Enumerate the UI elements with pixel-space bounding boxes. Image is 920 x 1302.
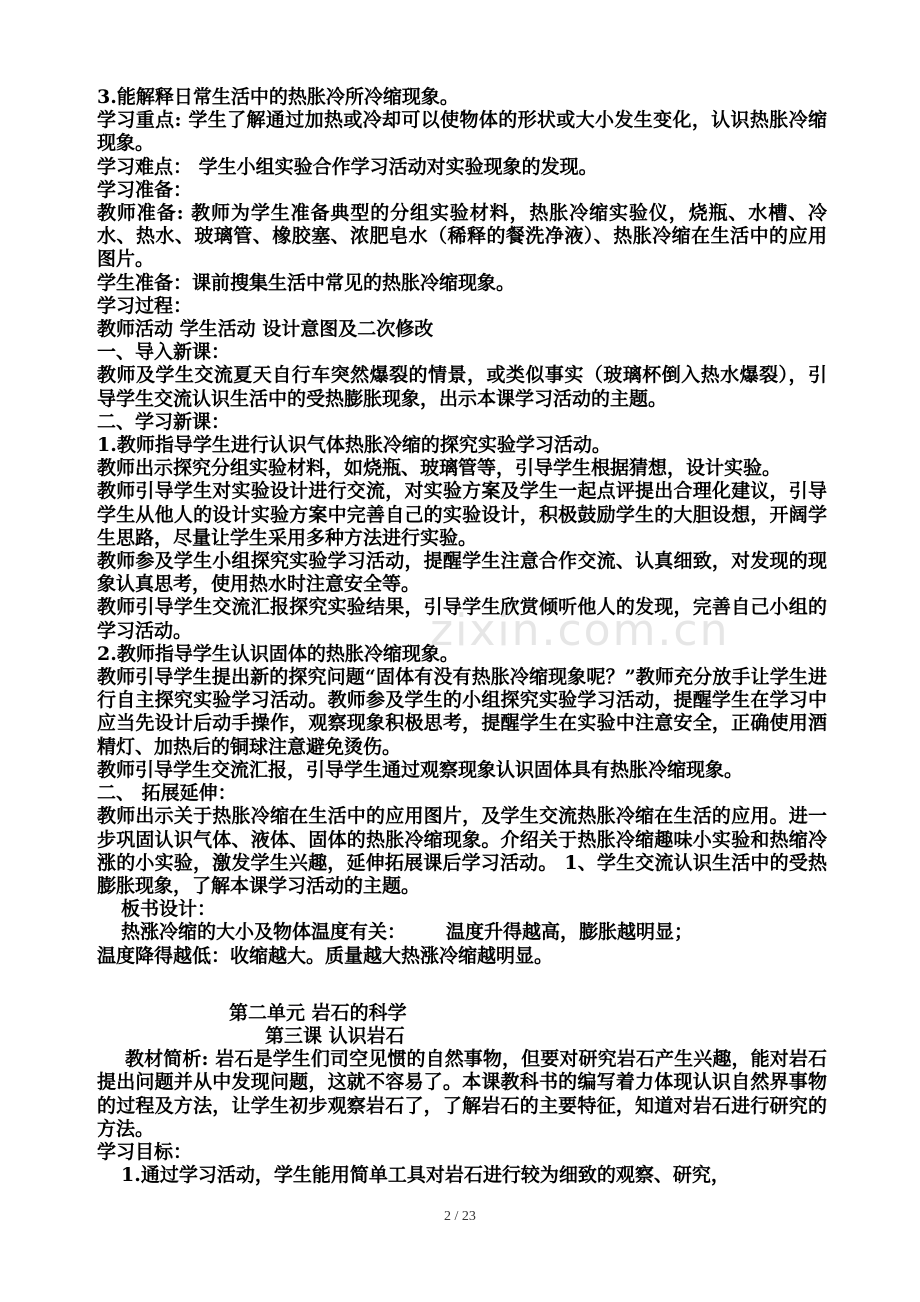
board-design-line-1a: 热涨冷缩的大小及物体温度有关：: [121, 921, 407, 944]
unit-title: 第二单元 岩石的科学: [229, 1001, 407, 1024]
objectives-heading: 学习目标：: [97, 1140, 193, 1163]
section-extension-heading: 二、 拓展延伸：: [97, 782, 237, 805]
student-preparation: 学生准备：课前搜集生活中常见的热胀冷缩现象。: [97, 271, 516, 294]
gas-paragraph-2: 教师引导学生对实验设计进行交流，对实验方案及学生一起点评提出合理化建议，引导学生从他人的设计实验方案中完善自己的实验设计，积极鼓励学生的大胆设想，开阔学生思路，尽量让学生采用多种方法进行实验。: [97, 480, 827, 549]
section-new-lesson-heading: 二、学习新课：: [97, 410, 231, 433]
watermark: zixin.com.cn: [430, 605, 730, 656]
objective-3: 3.能解释日常生活中的热胀冷所冷缩现象。: [97, 86, 459, 108]
document-body: [97, 86, 827, 1187]
solid-paragraph-1: 教师引导学生提出新的探究问题“固体有没有热胀冷缩现象呢？”教师充分放手让学生进行自主探究实验学习活动。教师参及学生的小组探究实验学习活动，提醒学生在学习中应当先设计后动手操作，观察现象积极思考，提醒学生在实验中注意安全，正确使用酒精灯、加热后的铜球注意避免烫伤。: [97, 666, 827, 758]
gas-paragraph-4: 教师引导学生交流汇报探究实验结果，引导学生欣赏倾听他人的发现，完善自己小组的学习活动。: [97, 596, 827, 642]
solid-paragraph-2: 教师引导学生交流汇报，引导学生通过观察现象认识固体具有热胀冷缩现象。: [97, 758, 744, 781]
board-design-line-1: [97, 921, 827, 944]
section-intro-heading: 一、导入新课：: [97, 341, 231, 364]
learning-difficulty: 学习难点： 学生小组实验合作学习活动对实验现象的发现。: [97, 155, 598, 178]
gas-paragraph-1: 教师出示探究分组实验材料，如烧瓶、玻璃管等，引导学生根据猜想，设计实验。: [97, 457, 782, 480]
gas-paragraph-3: 教师参及学生小组探究实验学习活动，提醒学生注意合作交流、认真细致，对发现的现象认真思考，使用热水时注意安全等。: [97, 550, 827, 596]
preparation-heading: 学习准备：: [97, 178, 193, 201]
objective-1: 1.通过学习活动，学生能用简单工具对岩石进行较为细致的观察、研究，: [121, 1164, 730, 1187]
textbook-analysis: 教材简析: 岩石是学生们司空见惯的自然事物，但要对研究岩石产生兴趣，能对岩石提出问题并从中发现问题，这就不容易了。本课教科书的编写着力体现认识自然界事物的过程及方法，让学生初步观察岩石了，了解岩石的主要特征，知道对岩石进行研究的方法。: [97, 1048, 827, 1140]
extension-paragraph: 教师出示关于热胀冷缩在生活中的应用图片，及学生交流热胀冷缩在生活的应用。进一步巩固认识气体、液体、固体的热胀冷缩现象。介绍关于热胀冷缩趣味小实验和热缩冷涨的小实验，激发学生兴趣，延伸拓展课后学习活动。 1、学生交流认识生活中的受热膨胀现象，了解本课学习活动的主题。: [97, 805, 827, 897]
board-design-line-2: 温度降得越低：收缩越大。质量越大热涨冷缩越明显。: [97, 944, 554, 967]
gas-activity-heading: 1.教师指导学生进行认识气体热胀冷缩的探究实验学习活动。: [97, 434, 611, 457]
activity-columns: 教师活动 学生活动 设计意图及二次修改: [97, 318, 434, 341]
board-design-heading: 板书设计：: [121, 898, 217, 921]
solid-activity-heading: 2.教师指导学生认识固体的热胀冷缩现象。: [97, 642, 459, 665]
learning-focus: 学习重点: 学生了解通过加热或冷却可以使物体的形状或大小发生变化，认识热胀冷缩现象。: [97, 109, 827, 155]
process-heading: 学习过程：: [97, 294, 193, 317]
intro-paragraph: 教师及学生交流夏天自行车突然爆裂的情景，或类似事实（玻璃杯倒入热水爆裂），引导学生交流认识生活中的受热膨胀现象，出示本课学习活动的主题。: [97, 364, 827, 410]
page-number: 2 / 23: [444, 1209, 476, 1224]
teacher-preparation: 教师准备: 教师为学生准备典型的分组实验材料，热胀冷缩实验仪，烧瓶、水槽、冷水、热水、玻璃管、橡胶塞、浓肥皂水（稀释的餐洗净液）、热胀冷缩在生活中的应用图片。: [97, 202, 827, 271]
board-design-line-1b: 温度升得越高，膨胀越明显；: [446, 921, 694, 944]
lesson-title: 第三课 认识岩石: [265, 1024, 405, 1047]
